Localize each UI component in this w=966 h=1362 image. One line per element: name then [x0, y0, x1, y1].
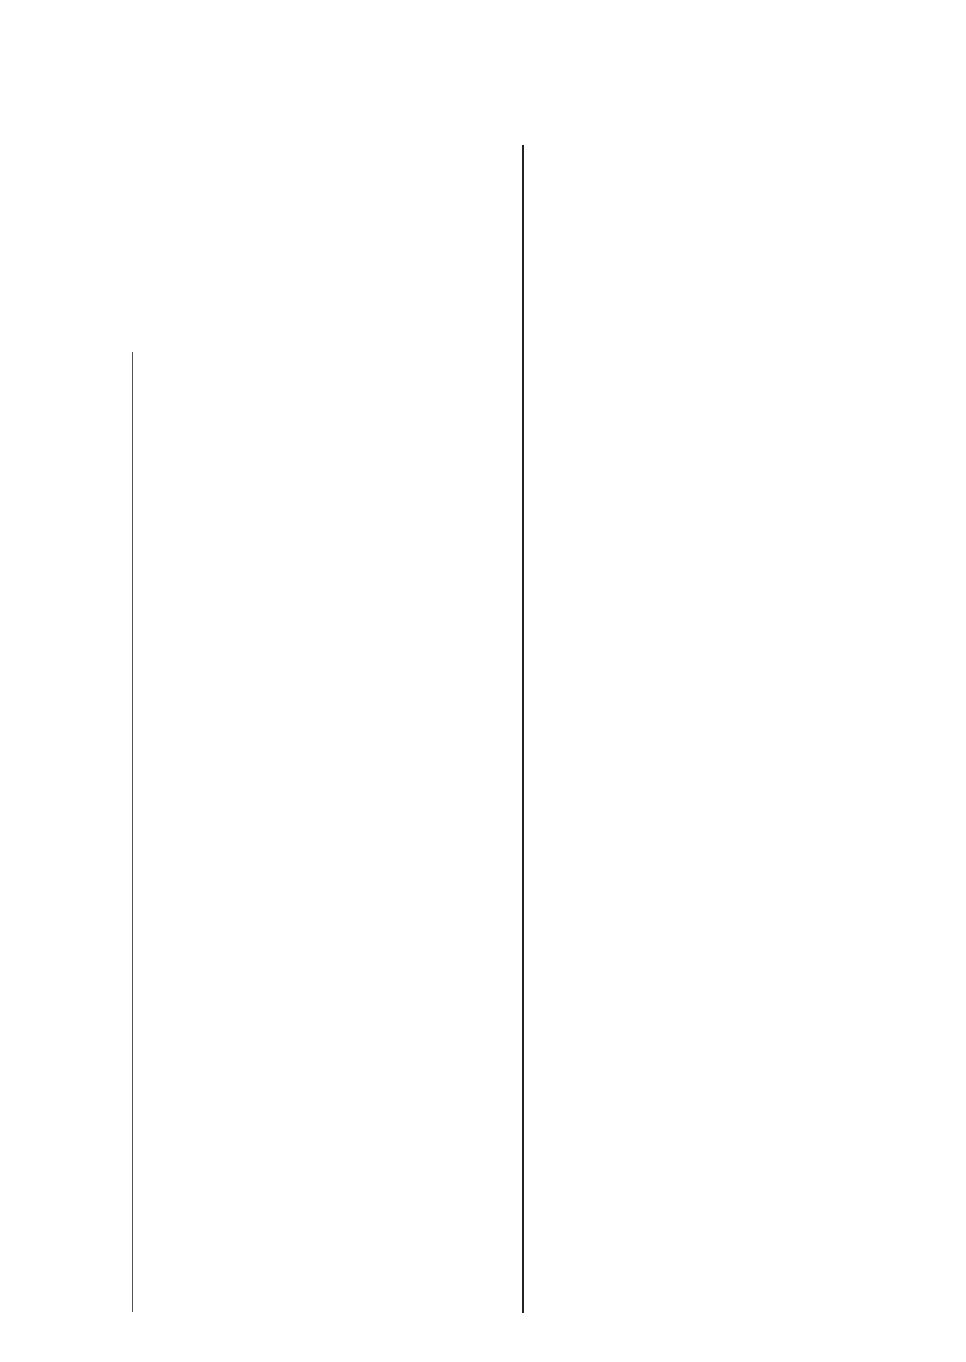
footnote-4-thai — [650, 1235, 664, 1242]
section-separator — [132, 352, 133, 1312]
footnote-3-thai — [600, 1235, 614, 1242]
rotated-table-page — [60, 132, 780, 1312]
footnote-2-thai — [550, 1235, 564, 1242]
footnote-1-thai — [500, 1255, 514, 1262]
